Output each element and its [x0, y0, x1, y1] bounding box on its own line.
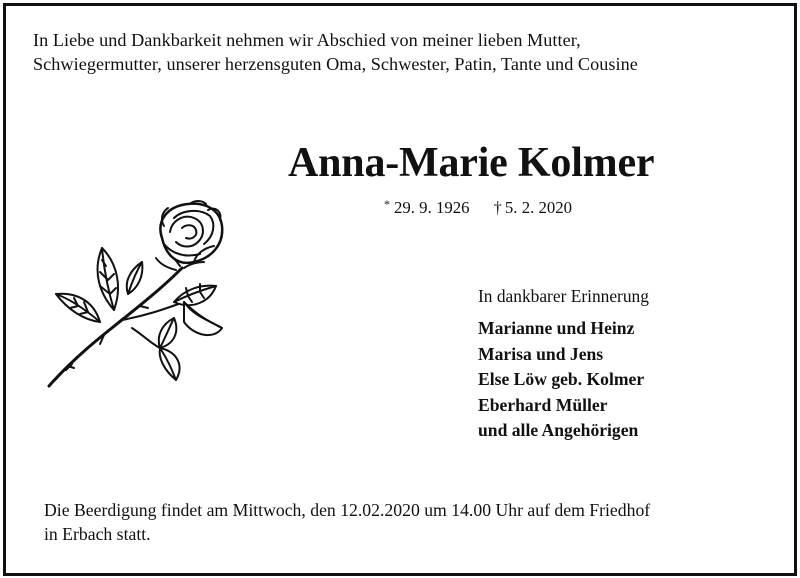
intro-line-2: Schwiegermutter, unserer herzensguten Oma, Schwester, Patin, Tante und Cousine: [33, 54, 638, 74]
funeral-line-2: in Erbach statt.: [44, 524, 151, 544]
birth-date: 29. 9. 1926: [394, 198, 470, 217]
deceased-name: Anna-Marie Kolmer: [288, 140, 655, 186]
family-member: und alle Angehörigen: [478, 420, 639, 440]
death-symbol: †: [493, 198, 502, 217]
intro-text: [33, 28, 768, 76]
rose-icon: [44, 198, 228, 392]
funeral-info: [44, 498, 784, 546]
remembrance-line: In dankbarer Erinnerung: [478, 286, 649, 306]
family-member: Marisa und Jens: [478, 343, 604, 364]
death-date: 5. 2. 2020: [504, 198, 573, 217]
family-member: Marianne und Heinz: [478, 318, 635, 338]
family-list: [478, 316, 644, 444]
life-dates: [384, 197, 572, 220]
family-member: Eberhard Müller: [478, 394, 608, 415]
intro-line-1: In Liebe und Dankbarkeit nehmen wir Abschied von meiner lieben Mutter,: [33, 30, 581, 50]
funeral-line-1: Die Beerdigung findet am Mittwoch, den 12.02.2020 um 14.00 Uhr auf dem Friedhof: [44, 500, 651, 520]
obituary-notice: [3, 3, 797, 576]
family-member: Else Löw geb. Kolmer: [478, 369, 645, 389]
birth-symbol: *: [384, 197, 390, 211]
